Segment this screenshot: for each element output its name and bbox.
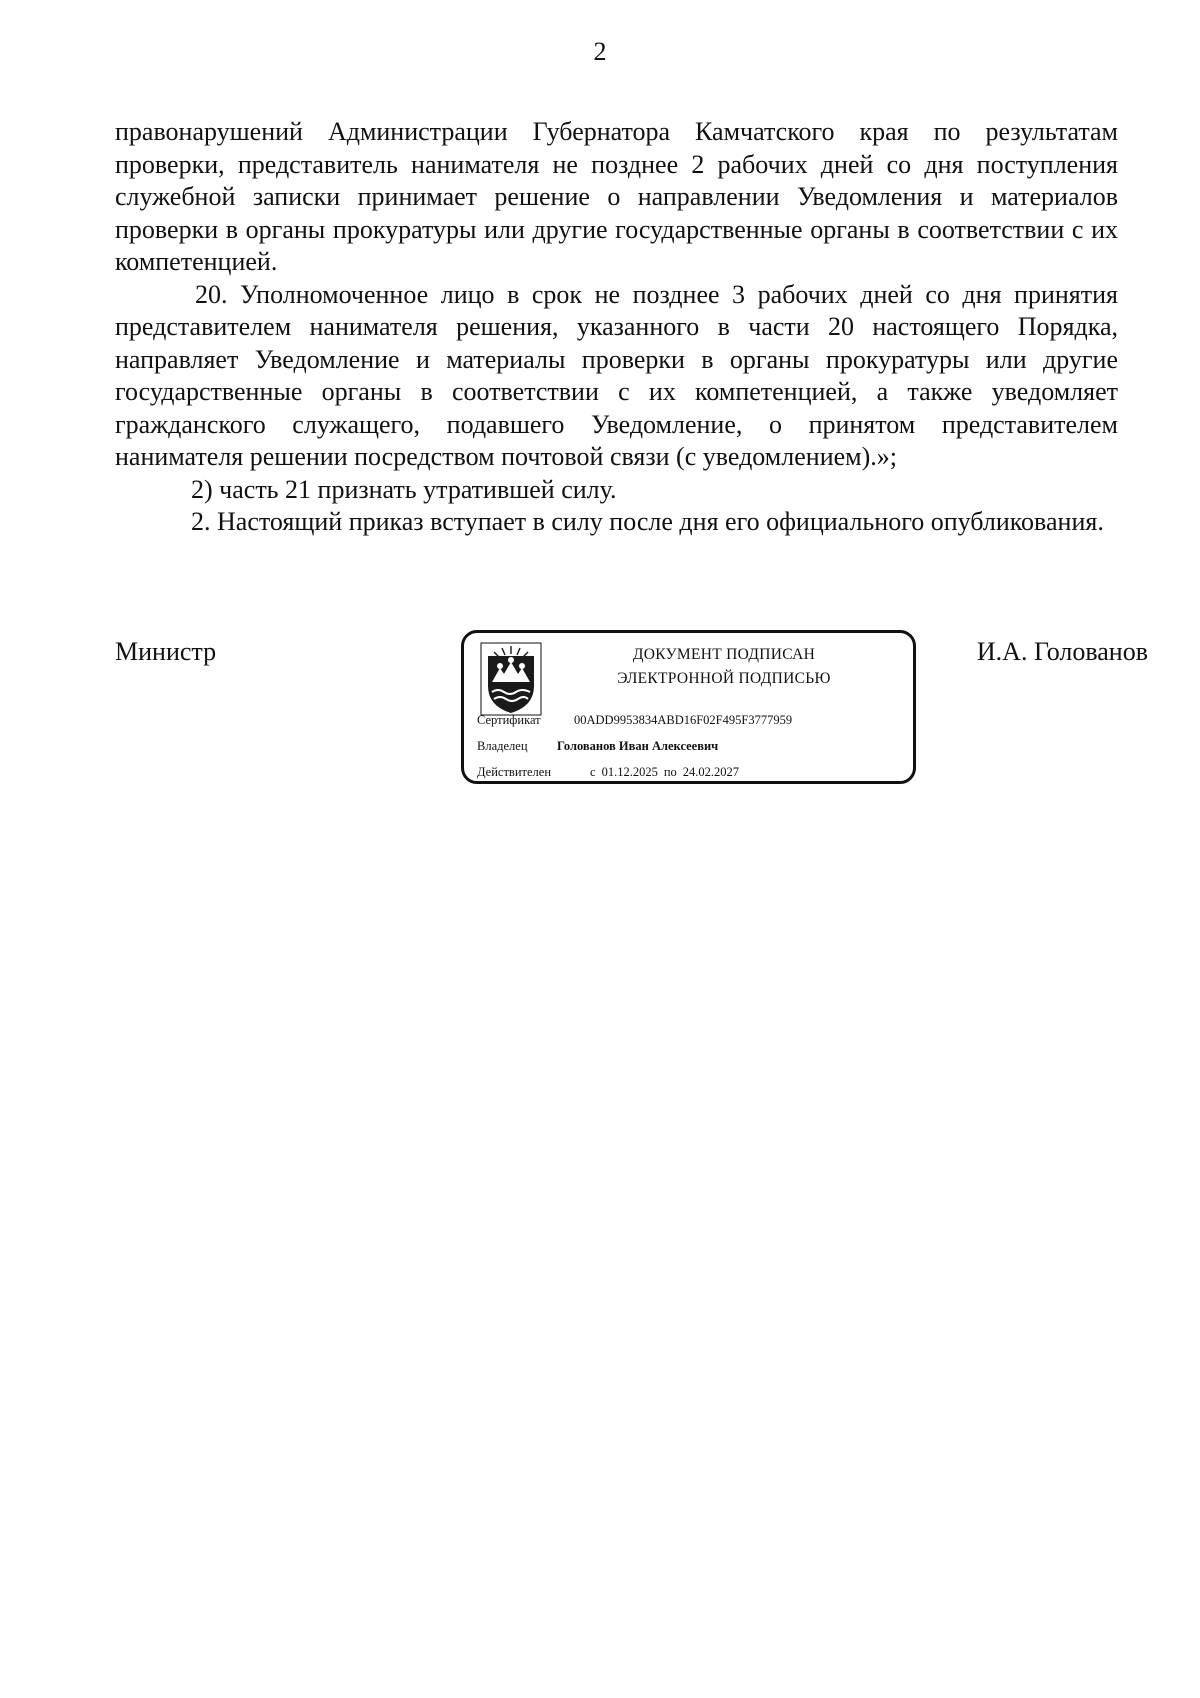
signer-name: И.А. Голованов bbox=[976, 637, 1148, 666]
valid-from-date: 01.12.2025 bbox=[601, 765, 658, 779]
paragraph-continuation: правонарушений Администрации Губернатора Камчатского края по результатам проверки, представитель нанимателя не позднее 2 рабочих дней со дня поступления служебной записки принимает решение о направлении Уведомления и материалов проверки в органы прокуратуры или другие государственные органы в соответствии с их компетенцией. bbox=[115, 117, 1118, 276]
stamp-certificate-row bbox=[477, 711, 792, 729]
document-body bbox=[115, 116, 1118, 539]
kamchatka-coat-of-arms-icon bbox=[480, 642, 542, 716]
owner-label: Владелец bbox=[477, 739, 528, 753]
stamp-title bbox=[554, 643, 894, 691]
paragraph-item-20: 20. Уполномоченное лицо в срок не позднее 3 рабочих дней со дня принятия представителем нанимателя решения, указанного в части 20 настоящего Порядка, направляет Уведомление и материалы проверки в органы прокуратуры или другие государственные органы в соответствии с их компетенцией, а также уведомляет гражданского служащего, подавшего Уведомление, о принятом представителем нанимателя решении посредством почтовой связи (с уведомлением).»; bbox=[115, 279, 1118, 471]
certificate-label: Сертификат bbox=[477, 713, 541, 727]
paragraph-subitem-2: 2) часть 21 признать утратившей силу. bbox=[191, 474, 617, 504]
signature-block bbox=[0, 628, 1200, 798]
signer-position: Министр bbox=[115, 637, 217, 666]
valid-from-prefix: с bbox=[590, 765, 596, 779]
page-number: 2 bbox=[593, 37, 607, 66]
paragraph-item-2: 2. Настоящий приказ вступает в силу после дня его официального опубликования. bbox=[191, 507, 1104, 536]
stamp-validity-row bbox=[477, 763, 745, 781]
stamp-title-line-1: ДОКУМЕНТ ПОДПИСАН bbox=[632, 646, 816, 663]
valid-to-date: 24.02.2027 bbox=[682, 765, 740, 779]
owner-value: Голованов Иван Алексеевич bbox=[557, 739, 719, 753]
valid-to-prefix: по bbox=[663, 765, 677, 779]
electronic-signature-stamp bbox=[461, 630, 916, 784]
stamp-title-line-2: ЭЛЕКТРОННОЙ ПОДПИСЬЮ bbox=[617, 670, 831, 687]
valid-label: Действителен bbox=[477, 765, 552, 779]
stamp-owner-row bbox=[477, 737, 718, 755]
certificate-value: 00ADD9953834ABD16F02F495F3777959 bbox=[574, 713, 793, 727]
